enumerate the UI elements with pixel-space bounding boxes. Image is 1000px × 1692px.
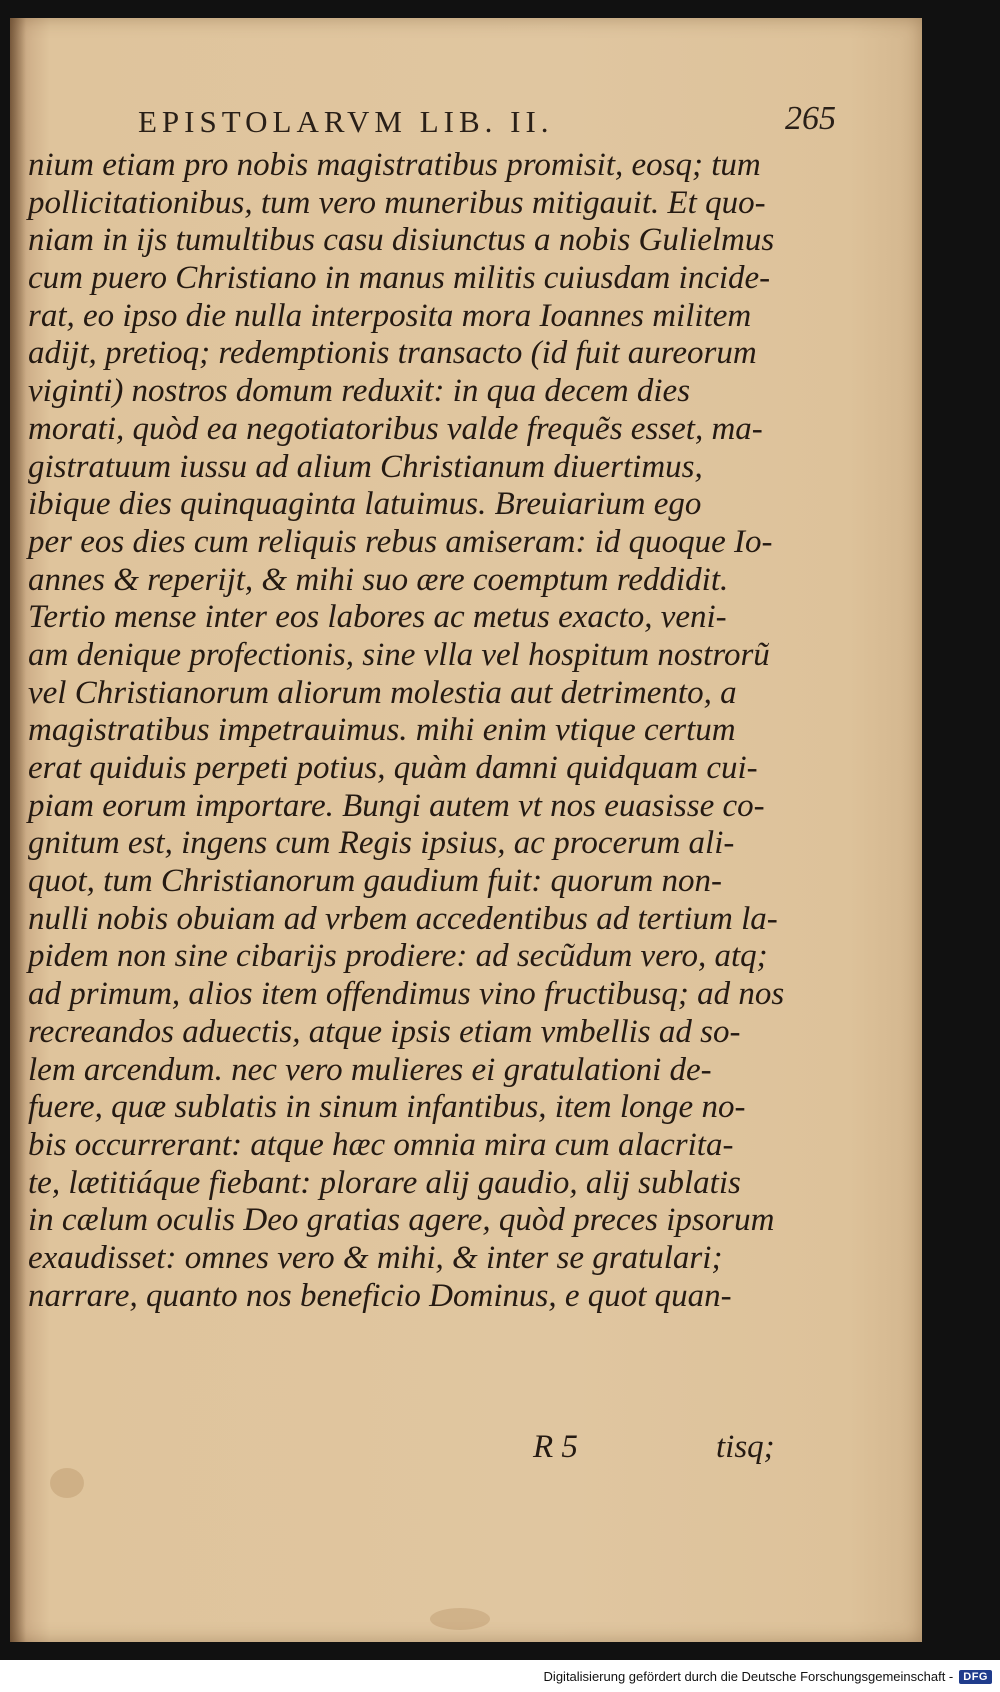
page-footer-catchwords: [28, 1429, 788, 1469]
text-line: pidem non sine cibarijs prodiere: ad secũdum vero, atq;: [28, 938, 768, 975]
text-line: am denique profectionis, sine vlla vel hospitum nostrorũ: [28, 636, 770, 673]
text-line: exaudisset: omnes vero & mihi, & inter se gratulari;: [28, 1239, 723, 1276]
page-header: [120, 92, 840, 142]
text-line: ibique dies quinquaginta latuimus. Breuiarium ego: [28, 486, 702, 523]
page-number: 265: [785, 100, 836, 137]
text-line: magistratibus impetrauimus. mihi enim vtique certum: [28, 712, 736, 749]
text-line: morati, quòd ea negotiatoribus valde frequẽs esset, ma-: [28, 410, 763, 447]
text-line: nium etiam pro nobis magistratibus promisit, eosq; tum: [28, 147, 761, 183]
text-line: narrare, quanto nos beneficio Dominus, e quot quan-: [28, 1277, 732, 1314]
text-line: ad primum, alios item offendimus vino fructibusq; ad nos: [28, 976, 785, 1013]
text-line: erat quiduis perpeti potius, quàm damni quidquam cui-: [28, 750, 758, 786]
text-line: Tertio mense inter eos labores ac metus exacto, veni-: [28, 599, 727, 636]
text-line: annes & reperijt, & mihi suo ære coemptum reddidit.: [28, 561, 729, 598]
paper-stain: [50, 1468, 84, 1498]
digitization-credit: [544, 1669, 992, 1684]
text-line: gnitum est, ingens cum Regis ipsius, ac procerum ali-: [28, 825, 735, 862]
text-line: bis occurrerant: atque hæc omnia mira cum alacrita-: [28, 1126, 734, 1163]
text-line: gistratuum iussu ad alium Christianum diuertimus,: [28, 448, 703, 485]
text-line: fuere, quæ sublatis in sinum infantibus, item longe no-: [28, 1089, 746, 1126]
text-line: in cælum oculis Deo gratias agere, quòd preces ipsorum: [28, 1202, 775, 1239]
book-page: [10, 18, 922, 1642]
text-line: vel Christianorum aliorum molestia aut detrimento, a: [28, 674, 737, 711]
text-line: quot, tum Christianorum gaudium fuit: quorum non-: [28, 863, 722, 900]
text-line: niam in ijs tumultibus casu disiunctus a nobis Gulielmus: [28, 222, 775, 259]
text-line: cum puero Christiano in manus militis cuiusdam incide-: [28, 260, 771, 297]
text-line: adijt, pretioq; redemptionis transacto (id fuit aureorum: [28, 335, 757, 372]
paper-stain: [430, 1608, 490, 1630]
text-line: lem arcendum. nec vero mulieres ei gratulationi de-: [28, 1051, 712, 1088]
running-head: EPISTOLARVM LIB. II.: [138, 104, 554, 139]
text-line: viginti) nostros domum reduxit: in qua decem dies: [28, 373, 691, 410]
text-line: recreandos aduectis, atque ipsis etiam vmbellis ad so-: [28, 1013, 741, 1050]
text-line: nulli nobis obuiam ad vrbem accedentibus ad tertium la-: [28, 900, 778, 937]
text-line: rat, eo ipso die nulla interposita mora Ioannes militem: [28, 297, 752, 334]
text-line: piam eorum importare. Bungi autem vt nos euasisse co-: [28, 787, 765, 824]
body-text: [28, 147, 788, 1315]
dfg-logo: DFG: [959, 1670, 992, 1684]
text-line: per eos dies cum reliquis rebus amiseram: id quoque Io-: [28, 523, 773, 560]
credit-text: Digitalisierung gefördert durch die Deutsche Forschungsgemeinschaft -: [543, 1669, 954, 1684]
text-line: pollicitationibus, tum vero muneribus mitigauit. Et quo-: [28, 184, 766, 221]
catchword: tisq;: [716, 1429, 775, 1465]
page-gutter-shadow: [10, 18, 26, 1642]
text-line: te, lætitiáque fiebant: plorare alij gaudio, alij sublatis: [28, 1164, 741, 1201]
signature-mark: R 5: [533, 1429, 578, 1465]
